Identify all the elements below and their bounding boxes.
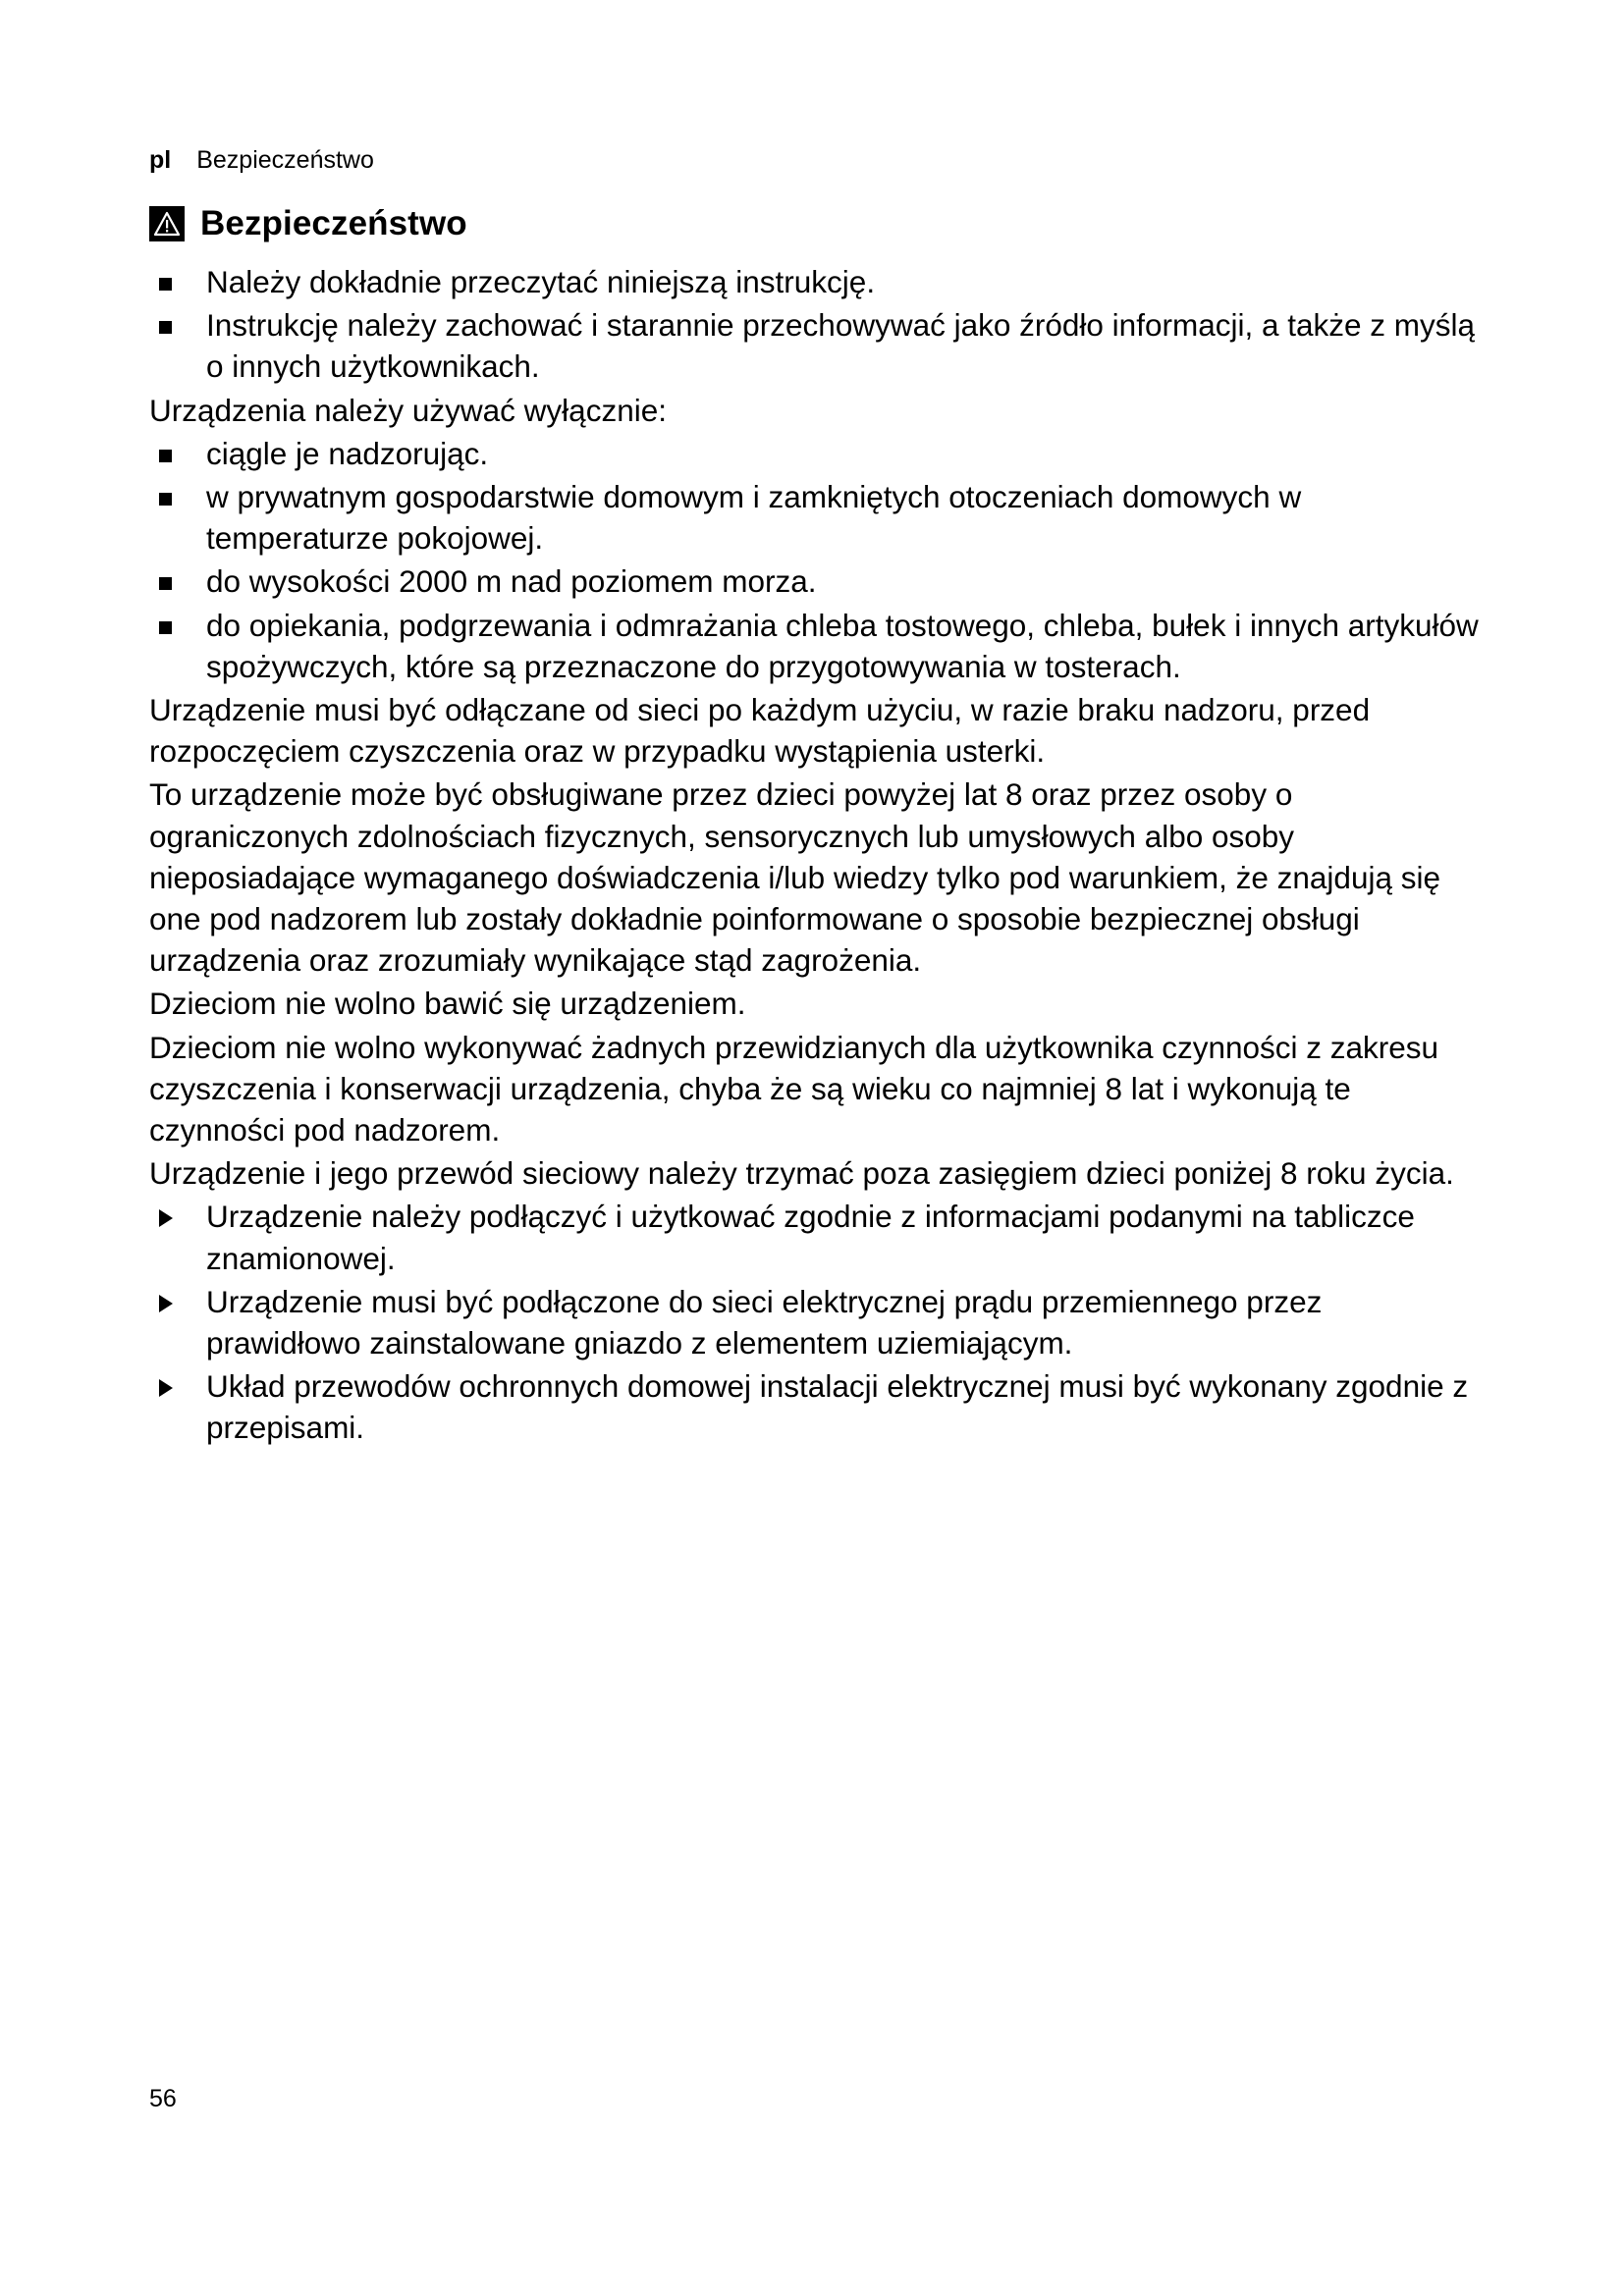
- list-item-text: do opiekania, podgrzewania i odmrażania chleba tostowego, chleba, bułek i innych artykułów spożywczych, które są przeznaczone do przygotowywania w tosterach.: [206, 607, 1479, 684]
- list-item-text: Urządzenie musi być podłączone do sieci elektrycznej prądu przemiennego przez prawidłowo zainstalowane gniazdo z elementem uziemiającym.: [206, 1283, 1323, 1362]
- warning-triangle-icon: [149, 206, 185, 241]
- list-item-text: ciągle je nadzorując.: [206, 435, 489, 471]
- square-bullet-icon: [159, 450, 172, 462]
- triangle-bullet-icon: [159, 1295, 173, 1312]
- list-item: [149, 261, 1485, 302]
- list-item: [149, 476, 1485, 559]
- section-heading: [149, 204, 1485, 243]
- list-item: [149, 433, 1485, 474]
- triangle-bullet-icon: [159, 1379, 173, 1397]
- running-head: [149, 145, 1485, 175]
- list-item-text: Należy dokładnie przeczytać niniejszą instrukcję.: [206, 264, 876, 299]
- bullet-list-usage-intro: [149, 261, 1485, 388]
- list-item: [149, 1365, 1485, 1448]
- square-bullet-icon: [159, 577, 172, 590]
- paragraph-children-and-limited-abilities: To urządzenie może być obsługiwane przez dzieci powyżej lat 8 oraz przez osoby o ograniczonych zdolnościach fizycznych, sensorycznych lub umysłowych albo osoby nieposiadające wymaganego doświadczenia i/lub wiedzy tylko pod warunkiem, że znajdują się one pod nadzorem lub zostały dokładnie poinformowane o sposobie bezpiecznej obsługi urządzenia oraz zrozumiały wynikające stąd zagrożenia.: [149, 776, 1441, 979]
- paragraph-keep-away-from-children: Urządzenie i jego przewód sieciowy należy trzymać poza zasięgiem dzieci poniżej 8 roku życia.: [149, 1155, 1454, 1192]
- running-head-language: pl: [149, 146, 172, 174]
- paragraph-disconnect-from-mains: Urządzenie musi być odłączane od sieci po każdym użyciu, w razie braku nadzoru, przed rozpoczęciem czyszczenia oraz w przypadku wystąpienia usterki.: [149, 692, 1371, 770]
- list-item: [149, 605, 1485, 687]
- list-item-text: do wysokości 2000 m nad poziomem morza.: [206, 563, 817, 600]
- bullet-list-electrical-requirements: [149, 1196, 1485, 1448]
- list-item: [149, 304, 1485, 387]
- paragraph-children-no-play: Dzieciom nie wolno bawić się urządzeniem.: [149, 986, 746, 1022]
- square-bullet-icon: [159, 321, 172, 334]
- triangle-bullet-icon: [159, 1209, 173, 1227]
- page-content: [149, 145, 1485, 1451]
- paragraph-usage-lead-in: Urządzenia należy używać wyłącznie:: [149, 392, 667, 428]
- square-bullet-icon: [159, 493, 172, 506]
- section-heading-text: Bezpieczeństwo: [200, 204, 467, 242]
- list-item-text: Instrukcję należy zachować i starannie przechowywać jako źródło informacji, a także z myślą o innych użytkownikach.: [206, 307, 1476, 385]
- list-item-text: Układ przewodów ochronnych domowej instalacji elektrycznej musi być wykonany zgodnie z przepisami.: [206, 1368, 1469, 1446]
- square-bullet-icon: [159, 278, 172, 291]
- bullet-list-usage-conditions: [149, 433, 1485, 687]
- list-item-text: w prywatnym gospodarstwie domowym i zamkniętych otoczeniach domowych w temperaturze pokojowej.: [206, 479, 1302, 557]
- safety-instructions-body: [149, 261, 1485, 1449]
- list-item-text: Urządzenie należy podłączyć i użytkować zgodnie z informacjami podanymi na tabliczce znamionowej.: [206, 1199, 1415, 1276]
- running-head-chapter: Bezpieczeństwo: [196, 146, 374, 174]
- list-item: [149, 1196, 1485, 1278]
- list-item: [149, 561, 1485, 602]
- page-number: 56: [149, 2085, 177, 2112]
- list-item: [149, 1281, 1485, 1363]
- paragraph-children-no-cleaning: Dzieciom nie wolno wykonywać żadnych przewidzianych dla użytkownika czynności z zakresu czyszczenia i konserwacji urządzenia, chyba że są wieku co najmniej 8 lat i wykonują te czynności pod nadzorem.: [149, 1029, 1439, 1148]
- square-bullet-icon: [159, 621, 172, 634]
